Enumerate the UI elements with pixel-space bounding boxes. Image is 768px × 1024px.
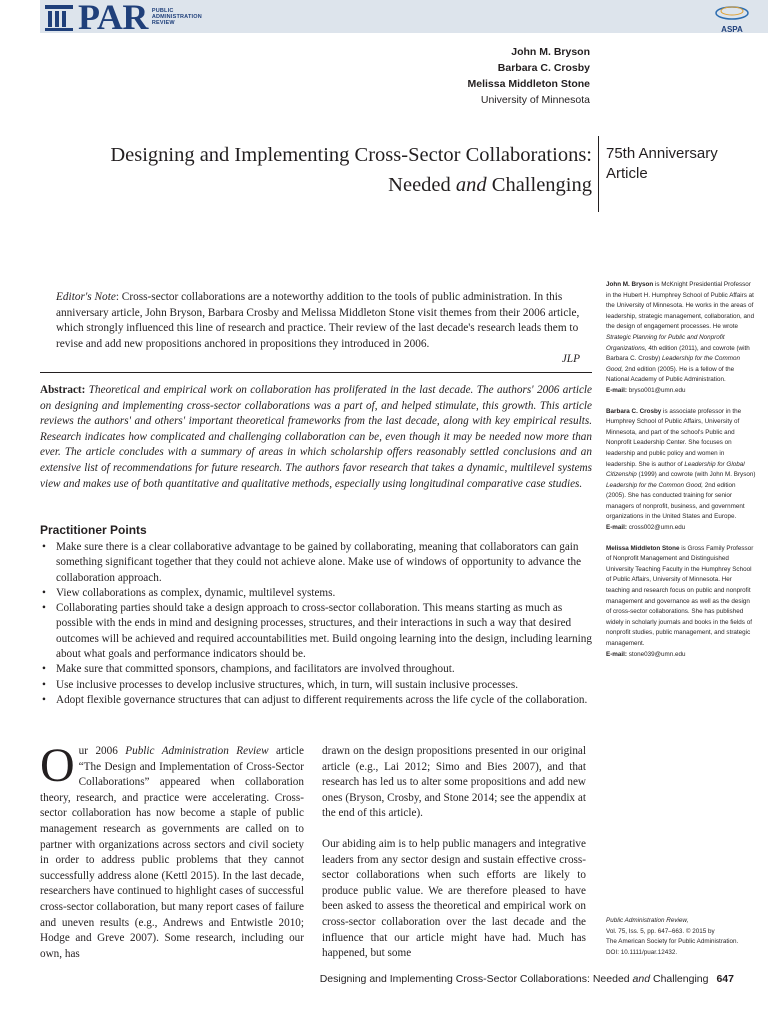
title-line [40,170,592,200]
bio-text: 4th edition (2011), and cowrote (with Barbara C. Crosby) [606,344,750,363]
email-label: E-mail: [606,386,627,394]
drop-cap: O [40,739,75,792]
footer-title: Challenging [650,973,709,985]
title-italic: and [455,174,487,196]
citation-journal: Public Administration Review, [606,917,689,924]
citation-line: Vol. 75, Iss. 5, pp. 647–663. © 2015 by [606,927,715,935]
author-bio [606,407,756,534]
body-column-right [322,744,586,962]
editors-note-body: : Cross-sector collaborations are a noteworthy addition to the tools of public administration. In this anniversary article, John Bryson, Barbara Crosby and Melissa Middleton Stone visit themes from their 2006 article, which strongly influenced this line of research and practice. Their review of the last decade's research leads them to revise and add new propositions anchored in propositions they introduced in 2006. [56,291,580,350]
body-text: ur 2006 [78,745,126,757]
bio-book: Leadership for Global Citizenship [606,460,745,479]
practitioner-points-list [40,540,592,708]
aspa-text: ASPA [721,25,743,34]
section-divider [40,372,592,373]
practitioner-point: • Make sure there is a clear collaborative advantage to be gained by collaborating, meaning that collaborators can gain something significant together that they could not achieve alone. Make use of windows of opportunity to advance the collaboration approach. [40,540,592,586]
author-bios [606,280,756,670]
bio-name: Melissa Middleton Stone [606,544,680,552]
title-divider [598,136,599,212]
email-link[interactable]: bryso001@umn.edu [628,386,686,394]
author-name: John M. Bryson [511,46,590,58]
editors-note-label: Editor's Note [56,291,116,303]
running-footer [300,973,734,985]
abstract-text: Theoretical and empirical work on collaboration has proliferated in the last decade. The authors' 2006 article on designing and implementing cross-sector collaborations was a part of, and helped stimulate, this growth. This article reviews the authors' and others' important theoretical frameworks from the last decade, along with key empirical results. Research indicates how complicated and challenging collaboration can be, even though it may be needed now more than ever. The article concludes with a summary of areas in which scholarship offers reasonably settled conclusions and an extensive list of recommendations for future research. The authors favor research that takes a dynamic, multilevel systems view and makes use of both quantitative and qualitative methods, especially using longitudinal comparative case studies. [40,384,592,490]
logo-sub-line: PUBLIC [151,7,174,14]
bio-text: 2nd edition (2005). She has conducted training for senior managers of nonprofit, business, and government organizations in the United States and Europe. [606,481,745,521]
par-logo [44,0,202,37]
editors-note [56,290,580,368]
author-bio [606,280,756,397]
logo-subtitle [152,8,202,26]
body-paragraph: Our abiding aim is to help public managers and integrative leaders from any sector design and sustain effective cross-sector collaborations when such efforts are likely to produce public value. We are therefore pleased to have been asked to assess the theoretical and empirical work on cross-sector collaboration over the last decade and the influence that our article might have had. Much has happened, but some [322,837,586,960]
title-text: Needed [388,174,456,196]
email-label: E-mail: [606,650,627,658]
author-name: Melissa Middleton Stone [467,78,590,90]
footer-title: Designing and Implementing Cross-Sector Collaborations: Needed [319,973,633,985]
bio-text: is Gross Family Professor of Nonprofit Management and Distinguished University Teaching Faculty in the Humphrey School of Public Affairs, University of Minnesota. Her teaching and research focus on public and nonprofit management and governance as well as the design of cross-sector collaborations. She has published widely in scholarly journals and books in the fields of nonprofit studies, public management, and strategic management. [606,544,754,647]
editors-note-text [56,290,580,352]
abstract [40,383,592,492]
logo-text: PAR [78,0,148,37]
abstract-label: Abstract: [40,384,89,396]
anniversary-label [606,144,766,184]
footer-italic: and [632,973,651,985]
author-affiliation: University of Minnesota [480,94,590,106]
journal-banner [40,0,768,37]
email-label: E-mail: [606,524,627,532]
practitioner-point: • Use inclusive processes to develop inclusive structures, which, in turn, will sustain inclusive processes. [40,678,592,693]
page-number: 647 [716,973,734,985]
citation-line: The American Society for Public Administration. [606,938,739,945]
body-column-left [40,739,304,962]
citation-block [606,916,760,958]
body-text: article “The Design and Implementation of Cross-Sector Collaborations” appeared when collaboration theory, research, and practice were accelerating. Cross-sector collaboration has now become a staple of public management research as governments are called on to partner with organizations across sectors and civil society in order to address public problems that they cannot successfully address alone (Kettl 2015). In the last decade, researchers have continued to highlight cases of successful cross-sector collaboration, but many report cases of failure and uneven results (e.g., Andrews and Entwistle 2010; Hodge and Greve 2007). Some research, including our own, has [40,745,304,960]
email-link[interactable]: cross002@umn.edu [628,524,686,532]
practitioner-point: • View collaborations as complex, dynamic, multilevel systems. [40,586,592,601]
practitioner-point: • Adopt flexible governance structures that can adjust to different requirements across the life cycle of the collaboration. [40,693,592,708]
author-block [467,44,590,108]
aspa-logo [712,2,752,34]
anniversary-line: 75th Anniversary [606,145,718,162]
bio-name: John M. Bryson [606,281,654,288]
aspa-swoosh-icon [714,2,750,20]
bio-name: Barbara C. Crosby [606,407,662,415]
body-paragraph [40,739,304,962]
practitioner-point: • Collaborating parties should take a design approach to cross-sector collaboration. This means starting as much as possible with the ends in mind and designing processes, structures, and their interactions in such a way that desired outcomes will be achieved and required accountabilities met. Build ongoing learning into the design, including learning about what goals and performance indicators should be. [40,601,592,662]
article-title [40,140,592,200]
body-paragraph: drawn on the design propositions presented in our original article (e.g., Lai 2012; Simo and Bies 2007), and that research has led us to alter some propositions and add new ones (Bryson, Crosby, and Stone 2014; see the appendix at the end of this article). [322,745,586,820]
bio-text: 2nd edition (2005). He is a fellow of the National Academy of Public Administration. [606,365,735,384]
bio-text: (1999) and cowrote (with John M. Bryson) [636,471,756,479]
bio-book: Leadership for the Common Good, [606,355,741,373]
logo-sub-line: ADMINISTRATION [151,13,202,20]
practitioner-points-heading: Practitioner Points [40,523,147,537]
editors-note-signature: JLP [561,353,580,366]
bio-text: is associate professor in the Humphrey School of Public Affairs, University of Minnesota, and part of the school's Public and Nonprofit Leadership Center. She focuses on leadership and public policy and women in leadership. She is author of [606,407,742,468]
columns-icon [44,2,74,32]
author-name: Barbara C. Crosby [497,62,590,74]
anniversary-line: Article [606,165,648,182]
title-text: Challenging [486,174,592,196]
bio-book: Strategic Planning for Public and Nonprofit Organizations, [606,333,725,352]
bio-book: Leadership for the Common Good, [606,481,703,489]
title-line: Designing and Implementing Cross-Sector Collaborations: [110,144,592,166]
author-bio [606,544,756,661]
journal-name: Public Administration Review [125,745,269,757]
logo-sub-line: REVIEW [151,19,175,26]
bio-text: is McKnight Presidential Professor in the Hubert H. Humphrey School of Public Affairs at the University of Minnesota. He works in the areas of leadership, strategic management, collaboration, and the design of engagement processes. He wrote [606,281,755,331]
practitioner-point: • Make sure that committed sponsors, champions, and facilitators are involved throughout. [40,662,592,677]
citation-doi: DOI: 10.1111/puar.12432. [606,948,678,956]
email-link[interactable]: stone039@umn.edu [628,650,686,658]
